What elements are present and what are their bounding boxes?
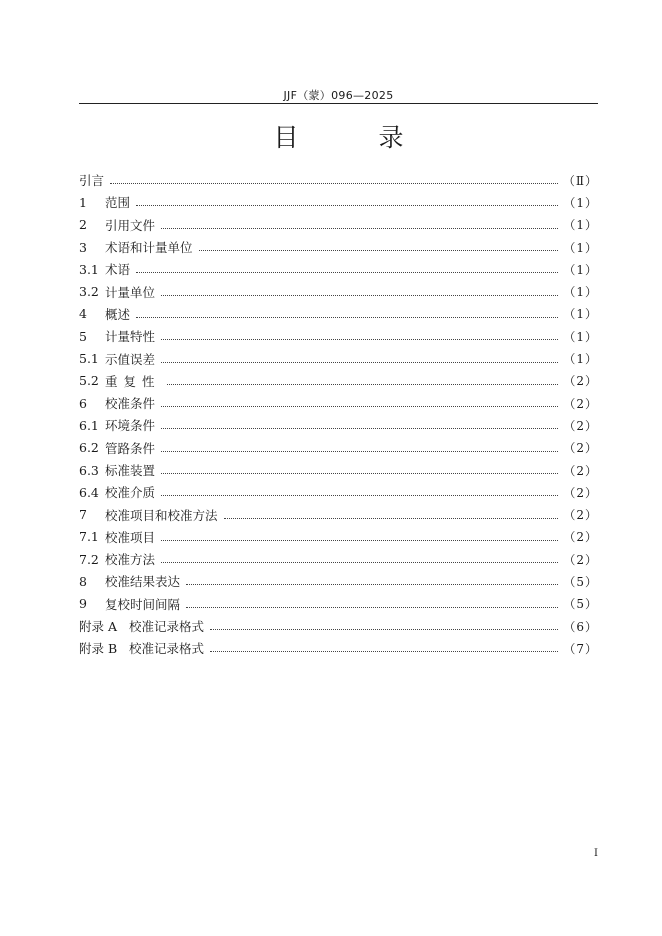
toc-entry[interactable] <box>79 191 598 213</box>
dot-leader <box>161 561 558 563</box>
toc-entry-number: 3 <box>79 239 87 255</box>
toc-entry-label: 引用文件 <box>105 217 156 233</box>
toc-entry-label: 校准条件 <box>105 396 156 412</box>
dot-leader <box>161 361 558 363</box>
toc-entry[interactable] <box>79 347 598 369</box>
toc-entry-page: （2） <box>563 485 598 500</box>
dot-leader <box>161 450 558 452</box>
toc-entry[interactable] <box>79 593 598 615</box>
toc-entry-number: 9 <box>79 596 87 612</box>
toc-entry-page: （2） <box>563 530 598 545</box>
toc-entry-number: 6.3 <box>79 462 99 478</box>
toc-entry-number: 5.2 <box>79 373 99 389</box>
toc-entry[interactable] <box>79 615 598 637</box>
toc-entry-page: （2） <box>563 463 598 478</box>
dot-leader <box>199 249 558 251</box>
table-of-contents <box>79 169 598 660</box>
dot-leader <box>161 294 558 296</box>
page-number: I <box>594 848 598 859</box>
toc-entry-number: 附录 B <box>79 641 118 657</box>
toc-entry-page: （2） <box>563 441 598 456</box>
dot-leader <box>210 628 558 630</box>
toc-entry[interactable] <box>79 280 598 302</box>
toc-entry-label: 范围 <box>105 195 131 211</box>
toc-entry-page: （7） <box>563 641 598 656</box>
toc-entry-number: 5.1 <box>79 351 99 367</box>
standard-code-header: JJF（蒙）096—2025 <box>283 89 394 102</box>
toc-entry-page: （2） <box>563 508 598 523</box>
toc-entry-label: 校准介质 <box>105 485 156 501</box>
dot-leader <box>186 606 558 608</box>
toc-entry-number: 4 <box>79 306 87 322</box>
toc-entry-label: 示值误差 <box>105 351 156 367</box>
toc-entry-label: 校准记录格式 <box>129 641 205 657</box>
toc-entry-page: （5） <box>563 574 598 589</box>
toc-entry[interactable] <box>79 570 598 592</box>
toc-entry-label: 标准装置 <box>105 463 156 478</box>
toc-entry-page: （1） <box>563 307 598 322</box>
toc-entry-page: （1） <box>563 285 598 300</box>
toc-entry-label: 校准项目 <box>105 529 156 545</box>
dot-leader <box>161 494 558 496</box>
toc-entry-page: （6） <box>563 619 598 634</box>
dot-leader <box>210 650 558 652</box>
toc-entry-label: 校准方法 <box>105 552 156 568</box>
dot-leader <box>161 472 558 474</box>
page-title: 目 录 <box>273 123 440 152</box>
toc-entry[interactable] <box>79 526 598 548</box>
dot-leader <box>136 204 558 206</box>
toc-entry-label: 环境条件 <box>105 418 156 434</box>
dot-leader <box>161 338 558 340</box>
dot-leader <box>110 182 558 184</box>
toc-entry-label: 概述 <box>105 306 131 322</box>
toc-entry-label: 校准项目和校准方法 <box>105 507 218 523</box>
toc-entry-number: 6 <box>79 395 87 411</box>
toc-entry-page: （2） <box>563 418 598 433</box>
toc-entry[interactable] <box>79 258 598 280</box>
toc-entry-page: （1） <box>563 195 598 210</box>
toc-entry-number: 5 <box>79 328 87 344</box>
toc-entry[interactable] <box>79 370 598 392</box>
dot-leader <box>224 517 558 519</box>
dot-leader <box>161 427 558 429</box>
toc-entry-page: （1） <box>563 240 598 255</box>
toc-entry-page: （1） <box>563 262 598 277</box>
toc-entry[interactable] <box>79 303 598 325</box>
toc-entry-number: 8 <box>79 573 87 589</box>
toc-entry-page: （Ⅱ） <box>562 173 598 188</box>
toc-entry-page: （1） <box>563 352 598 367</box>
toc-entry[interactable] <box>79 459 598 481</box>
dot-leader <box>161 227 558 229</box>
toc-entry-number: 3.1 <box>79 261 99 277</box>
toc-entry-number: 6.2 <box>79 440 99 456</box>
toc-entry-number: 7.2 <box>79 551 99 567</box>
toc-entry-number: 7 <box>79 507 87 523</box>
toc-entry-label: 管路条件 <box>105 440 156 456</box>
toc-entry[interactable] <box>79 481 598 503</box>
toc-entry-number: 附录 A <box>79 619 118 635</box>
toc-entry-number: 6.1 <box>79 417 99 433</box>
toc-entry[interactable] <box>79 414 598 436</box>
toc-entry-label: 引言 <box>79 173 105 189</box>
header-rule <box>79 103 598 104</box>
toc-entry[interactable] <box>79 325 598 347</box>
toc-entry-page: （2） <box>563 396 598 411</box>
toc-entry-label: 重复性 <box>105 373 161 389</box>
toc-entry[interactable] <box>79 169 598 191</box>
toc-entry-label: 校准结果表达 <box>105 574 181 590</box>
toc-entry-label: 校准记录格式 <box>129 619 205 635</box>
toc-entry-number: 7.1 <box>79 529 99 545</box>
dot-leader <box>186 583 558 585</box>
toc-entry-number: 1 <box>79 194 87 210</box>
toc-entry-label: 计量单位 <box>105 284 156 300</box>
toc-entry-page: （2） <box>563 552 598 567</box>
dot-leader <box>136 316 558 318</box>
toc-entry-page: （2） <box>563 374 598 389</box>
toc-entry[interactable] <box>79 548 598 570</box>
toc-entry-number: 3.2 <box>79 284 99 300</box>
dot-leader <box>161 539 558 541</box>
toc-entry-number: 6.4 <box>79 484 99 500</box>
dot-leader <box>136 271 558 273</box>
toc-entry[interactable] <box>79 392 598 414</box>
toc-entry-page: （1） <box>563 218 598 233</box>
toc-entry-label: 术语 <box>105 262 131 278</box>
toc-entry-page: （1） <box>563 329 598 344</box>
toc-entry-number: 2 <box>79 217 87 233</box>
toc-entry[interactable] <box>79 437 598 459</box>
toc-entry[interactable] <box>79 503 598 525</box>
toc-entry-label: 计量特性 <box>105 329 156 345</box>
toc-entry-label: 复校时间间隔 <box>105 596 181 612</box>
toc-entry-label: 术语和计量单位 <box>105 240 193 256</box>
toc-entry[interactable] <box>79 214 598 236</box>
dot-leader <box>161 405 558 407</box>
toc-entry[interactable] <box>79 637 598 659</box>
dot-leader <box>167 383 558 385</box>
toc-entry-page: （5） <box>563 597 598 612</box>
toc-entry[interactable] <box>79 236 598 258</box>
